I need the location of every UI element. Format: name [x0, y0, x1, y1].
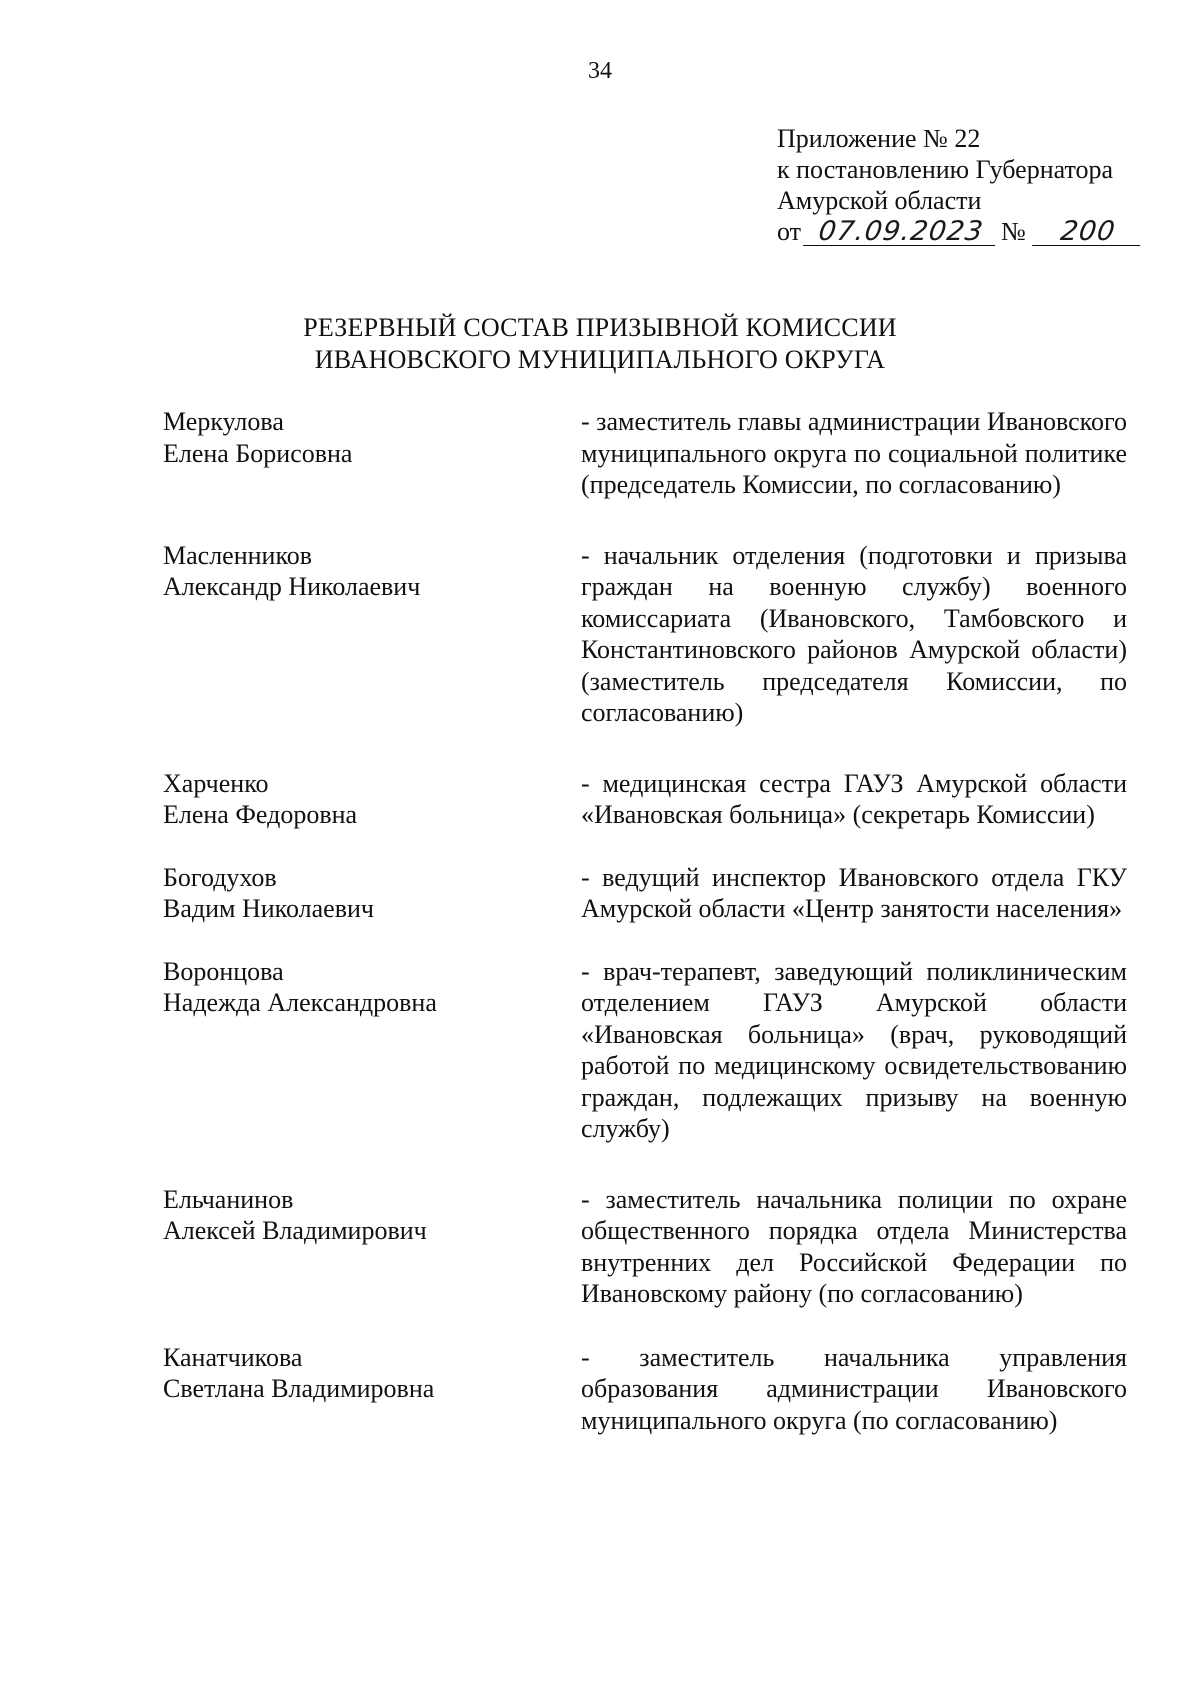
member-entry: [163, 1342, 1127, 1437]
appendix-region: Амурской области: [777, 186, 982, 215]
number-label: №: [1001, 217, 1026, 246]
member-name: [163, 1342, 581, 1437]
member-role: - начальник отделения (подготовки и призыва граждан на военную службу) военного комиссариата (Ивановского, Тамбовского и Константиновского районов Амурской области) (заместитель председателя Комиссии, по согласованию): [581, 540, 1127, 727]
member-given-names: Елена Федоровна: [163, 800, 358, 829]
member-role: - ведущий инспектор Ивановского отдела ГКУ Амурской области «Центр занятости населения»: [581, 862, 1127, 923]
member-name: [163, 956, 581, 1145]
member-given-names: Вадим Николаевич: [163, 894, 374, 923]
member-name: [163, 540, 581, 729]
member-entry: [163, 862, 1127, 925]
member-role: - заместитель главы администрации Ивановского муниципального округа по социальной политике (председатель Комиссии, по согласованию): [581, 407, 1127, 499]
title-line-1: РЕЗЕРВНЫЙ СОСТАВ ПРИЗЫВНОЙ КОМИССИИ: [303, 313, 897, 342]
member-name: [163, 1184, 581, 1310]
member-role: - врач-терапевт, заведующий поликлиническим отделением ГАУЗ Амурской области «Ивановская больница» (врач, руководящий работой по медицинскому освидетельствованию граждан, подлежащих призыву на военную службу): [581, 956, 1127, 1143]
appendix-header: [777, 123, 1142, 247]
member-entry: [163, 540, 1127, 729]
handwritten-date: 07.09.2023: [803, 219, 999, 246]
member-name: [163, 768, 581, 831]
title-line-2: ИВАНОВСКОГО МУНИЦИПАЛЬНОГО ОКРУГА: [314, 345, 886, 374]
member-given-names: Надежда Александровна: [163, 988, 437, 1017]
handwritten-number: 200: [1032, 219, 1144, 246]
appendix-number: Приложение № 22: [777, 124, 981, 153]
member-role: - заместитель начальника полиции по охране общественного порядка отдела Министерства внутренних дел Российской Федерации по Ивановскому району (по согласованию): [581, 1184, 1127, 1308]
member-role: - медицинская сестра ГАУЗ Амурской области «Ивановская больница» (секретарь Комиссии): [581, 768, 1127, 829]
appendix-date-number-line: [777, 216, 1142, 247]
document-title: [0, 312, 1200, 376]
member-entry: [163, 768, 1127, 831]
member-entry: [163, 956, 1127, 1145]
member-given-names: Елена Борисовна: [163, 438, 353, 468]
member-surname: Масленников: [163, 540, 313, 570]
member-entry: [163, 1184, 1127, 1310]
member-entry: [163, 406, 1127, 501]
member-given-names: Алексей Владимирович: [163, 1216, 427, 1245]
member-surname: Харченко: [163, 768, 269, 798]
member-surname: Воронцова: [163, 956, 284, 986]
member-name: [163, 862, 581, 925]
from-label: от: [777, 217, 802, 246]
member-surname: Ельчанинов: [163, 1184, 294, 1214]
member-given-names: Александр Николаевич: [163, 572, 421, 601]
member-surname: Меркулова: [163, 407, 284, 436]
appendix-decree-ref: к постановлению Губернатора: [777, 155, 1114, 184]
member-name: [163, 406, 581, 501]
member-surname: Богодухов: [163, 862, 277, 892]
page-number: 34: [588, 58, 612, 84]
member-surname: Канатчикова: [163, 1342, 303, 1372]
members-list: [163, 406, 1127, 1436]
member-role: - заместитель начальника управления образования администрации Ивановского муниципального округа (по согласованию): [581, 1342, 1127, 1435]
member-given-names: Светлана Владимировна: [163, 1374, 435, 1403]
